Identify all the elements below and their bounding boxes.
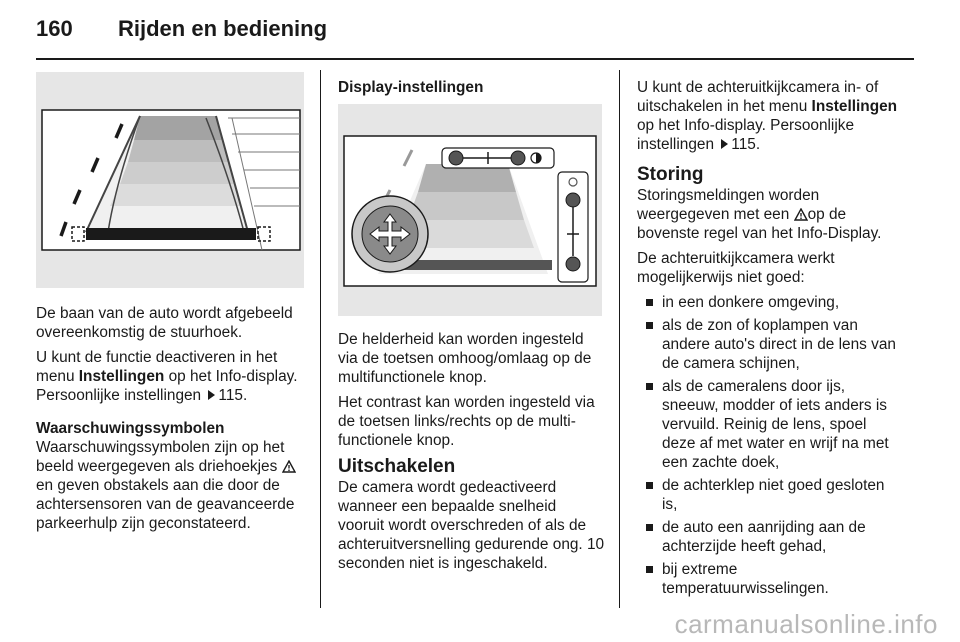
list-item: als de cameralens door ijs, sneeuw, modder of iets anders is vervuild. Reinig de lens, spoel deze af met water en wrijf na met een zachte doek, bbox=[637, 377, 903, 472]
column-divider-1 bbox=[320, 70, 321, 608]
watermark: carmanualsonline.info bbox=[674, 609, 938, 639]
contrast-paragraph: Het contrast kan worden ingesteld via de toetsen links/rechts op de multi-functionele knop. bbox=[338, 394, 595, 449]
warning-triangle-icon bbox=[282, 460, 296, 473]
bullet-square-icon bbox=[646, 524, 653, 531]
trajectory-caption: De baan van de auto wordt afgebeeld overeenkomstig de stuurhoek. bbox=[36, 305, 293, 341]
list-item: bij extreme temperatuurwisselingen. bbox=[637, 560, 903, 598]
list-item: als de zon of koplampen van andere auto's direct in de lens van de camera schijnen, bbox=[637, 316, 903, 373]
malfunction-intro: De achteruitkijkcamera werkt mogelijkerwijs niet goed: bbox=[637, 250, 835, 286]
bullet-square-icon bbox=[646, 322, 653, 329]
warning-triangle-icon bbox=[794, 208, 808, 221]
bullet-square-icon bbox=[646, 566, 653, 573]
column-1-text bbox=[36, 304, 306, 539]
rear-camera-trajectory-figure bbox=[36, 72, 304, 288]
list-item: in een donkere omgeving, bbox=[637, 293, 903, 312]
warning-symbols-paragraph: Waarschuwingssymbolen zijn op het beeld weergegeven als driehoekjes en geven obstakels aan die door de achtersensoren van de geavanceerde parkeerhulp zijn geconstateerd. bbox=[36, 439, 295, 532]
page-number: 160 bbox=[36, 16, 73, 41]
bullet-square-icon bbox=[646, 383, 653, 390]
menu-settings-label: Instellingen bbox=[811, 98, 898, 115]
switch-off-heading: Uitschakelen bbox=[338, 456, 456, 477]
display-settings-figure bbox=[338, 104, 602, 316]
display-settings-heading-wrap bbox=[338, 78, 602, 103]
fault-paragraph: Storingsmeldingen worden weergegeven met een op de bovenste regel van het Info-Display. bbox=[637, 187, 882, 242]
column-2-text bbox=[338, 330, 606, 579]
brightness-paragraph: De helderheid kan worden ingesteld via de toetsen omhoog/omlaag op de multifunctionele knop. bbox=[338, 331, 592, 386]
reference-arrow-icon bbox=[721, 139, 728, 149]
reference-arrow-icon bbox=[208, 390, 215, 400]
list-item: de achterklep niet goed gesloten is, bbox=[637, 476, 903, 514]
header-rule bbox=[36, 58, 914, 60]
bullet-square-icon bbox=[646, 482, 653, 489]
page-title: Rijden en bediening bbox=[118, 16, 328, 41]
bullet-square-icon bbox=[646, 299, 653, 306]
list-item: de auto een aanrijding aan de achterzijde heeft gehad, bbox=[637, 518, 903, 556]
display-settings-heading: Display-instellingen bbox=[338, 79, 484, 96]
warning-symbols-heading: Waarschuwingssymbolen bbox=[36, 420, 225, 437]
deactivate-paragraph: U kunt de functie deactiveren in het menu Instellingen op het Info-display. Persoonlijke instellingen 115. bbox=[36, 349, 298, 404]
menu-settings-label: Instellingen bbox=[78, 368, 165, 385]
column-divider-2 bbox=[619, 70, 620, 608]
switch-off-paragraph: De camera wordt gedeactiveerd wanneer een bepaalde snelheid vooruit wordt overschreden of als de achteruitversnelling gedurende ong. 10 seconden niet is ingeschakeld. bbox=[338, 479, 605, 572]
fault-heading: Storing bbox=[637, 164, 704, 185]
malfunction-list bbox=[637, 293, 903, 598]
enable-camera-paragraph: U kunt de achteruitkijkcamera in- of uitschakelen in het menu Instellingen op het Info-display. Persoonlijke instellingen 115. bbox=[637, 79, 898, 153]
column-3-text bbox=[637, 78, 903, 602]
